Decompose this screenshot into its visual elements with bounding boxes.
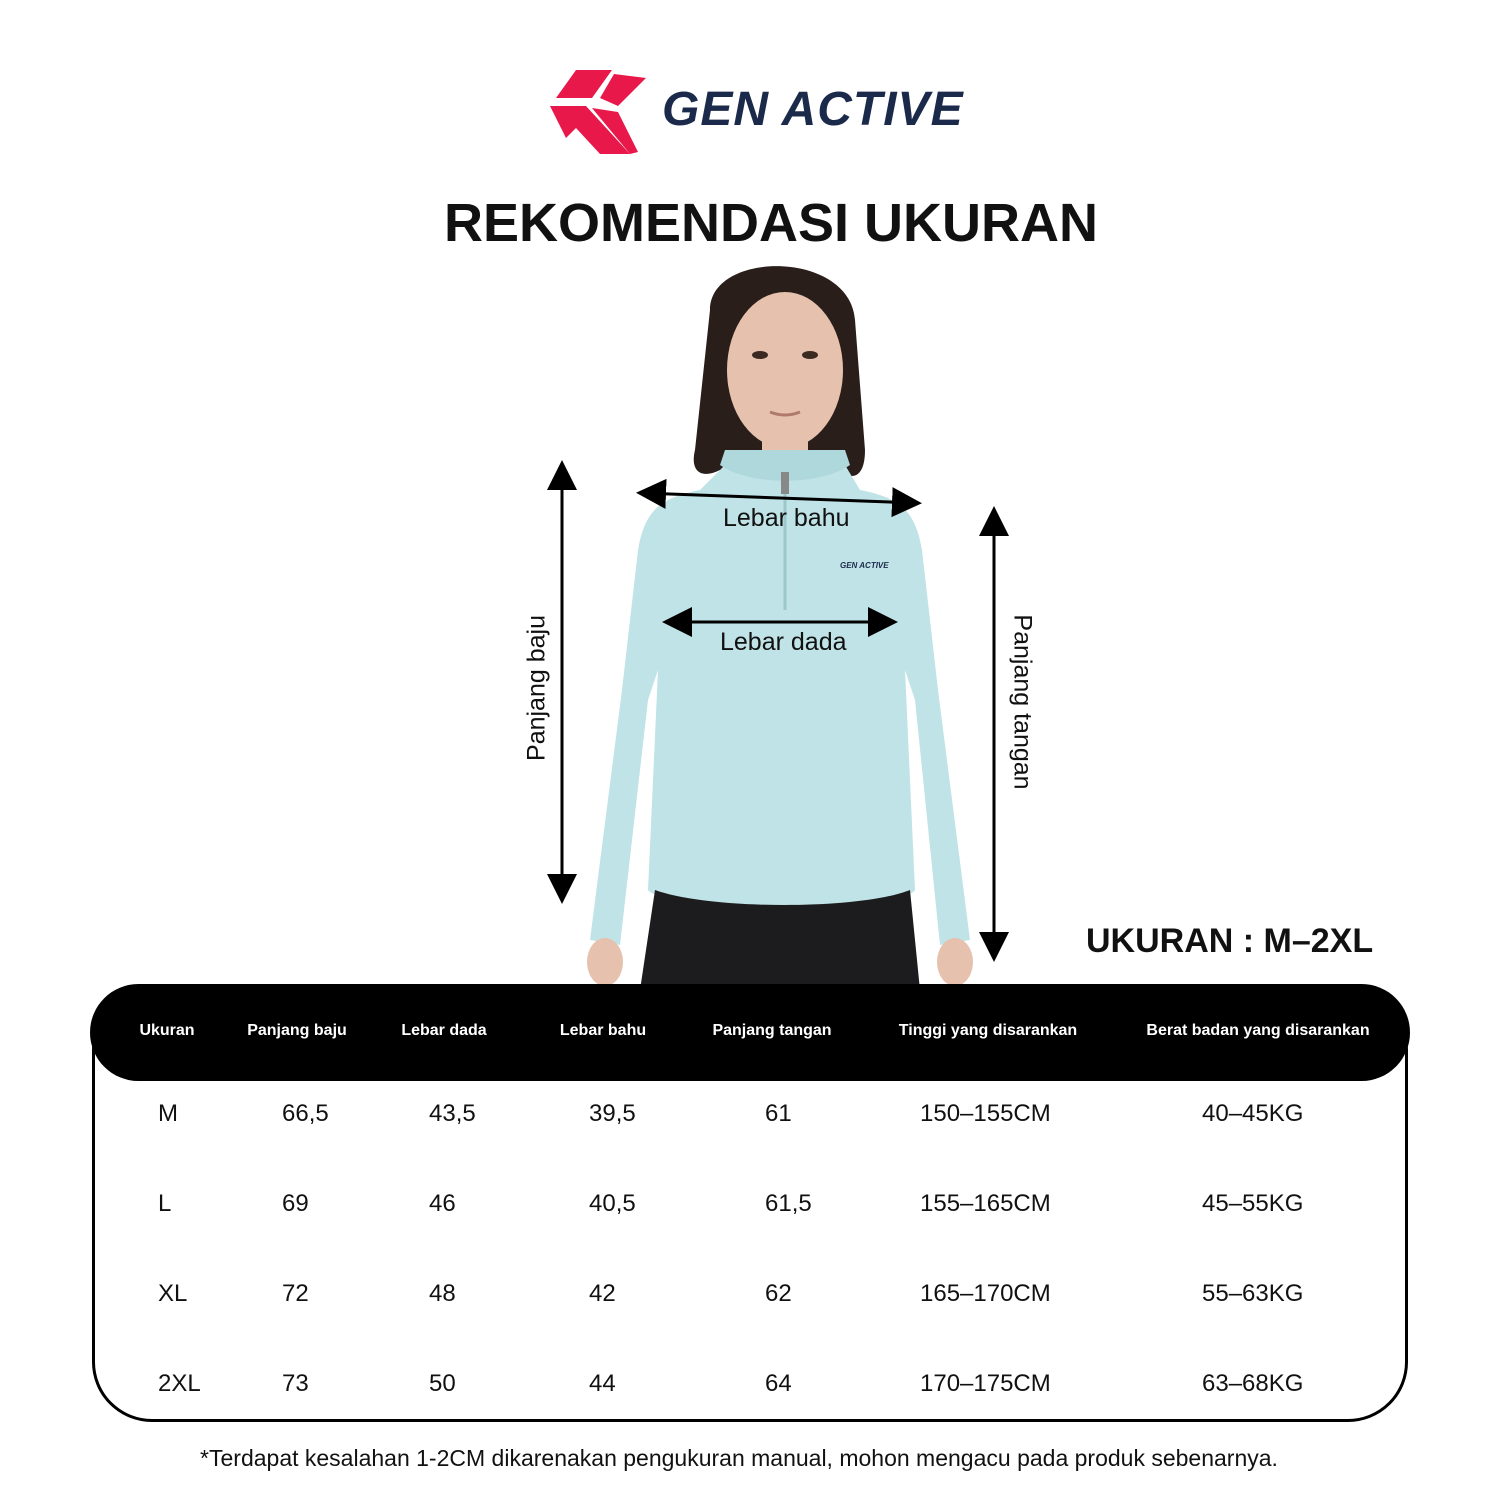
- header-height: Tinggi yang disarankan: [898, 1022, 1078, 1039]
- size-range: UKURAN : M–2XL: [1086, 922, 1374, 960]
- sleeve-length-label: Panjang tangan: [1008, 614, 1037, 790]
- header-sleeve: Panjang tangan: [712, 1022, 832, 1039]
- table-cell: 165–170CM: [920, 1280, 1051, 1307]
- table-cell: 170–175CM: [920, 1370, 1051, 1397]
- table-cell: 40,5: [589, 1190, 636, 1217]
- table-cell: M: [158, 1100, 178, 1127]
- body-length-label: Panjang baju: [522, 615, 551, 761]
- table-cell: 150–155CM: [920, 1100, 1051, 1127]
- table-cell: 66,5: [282, 1100, 329, 1127]
- header-weight: Berat badan yang disarankan: [1146, 1022, 1370, 1039]
- table-cell: 72: [282, 1280, 309, 1307]
- table-cell: 39,5: [589, 1100, 636, 1127]
- table-cell: 42: [589, 1280, 616, 1307]
- table-cell: 43,5: [429, 1100, 476, 1127]
- table-cell: 55–63KG: [1202, 1280, 1304, 1307]
- table-cell: 40–45KG: [1202, 1100, 1304, 1127]
- chest-logo: GEN ACTIVE: [840, 561, 889, 570]
- disclaimer-note: *Terdapat kesalahan 1-2CM dikarenakan pengukuran manual, mohon mengacu pada produk sebenarnya.: [200, 1445, 1278, 1471]
- table-cell: 44: [589, 1370, 616, 1397]
- header-size: Ukuran: [139, 1022, 195, 1039]
- table-cell: 48: [429, 1280, 456, 1307]
- brand-name: GEN ACTIVE: [662, 83, 964, 136]
- table-cell: 50: [429, 1370, 456, 1397]
- table-cell: 2XL: [158, 1370, 201, 1397]
- table-cell: 46: [429, 1190, 456, 1217]
- header-shoulder: Lebar bahu: [559, 1022, 647, 1039]
- table-cell: 63–68KG: [1202, 1370, 1304, 1397]
- page-title: REKOMENDASI UKURAN: [443, 193, 1098, 253]
- header-chest: Lebar dada: [401, 1022, 487, 1039]
- shoulder-arrow: [642, 493, 916, 503]
- table-cell: L: [158, 1190, 172, 1217]
- table-cell: 73: [282, 1370, 309, 1397]
- table-cell: XL: [158, 1280, 188, 1307]
- table-cell: 61,5: [765, 1190, 812, 1217]
- table-cell: 62: [765, 1280, 792, 1307]
- table-cell: 45–55KG: [1202, 1190, 1304, 1217]
- chest-label: Lebar dada: [720, 628, 847, 656]
- table-cell: 155–165CM: [920, 1190, 1051, 1217]
- shoulder-label: Lebar bahu: [723, 504, 850, 532]
- table-cell: 61: [765, 1100, 792, 1127]
- table-cell: 69: [282, 1190, 309, 1217]
- header-body-length: Panjang baju: [247, 1022, 347, 1039]
- table-cell: 64: [765, 1370, 792, 1397]
